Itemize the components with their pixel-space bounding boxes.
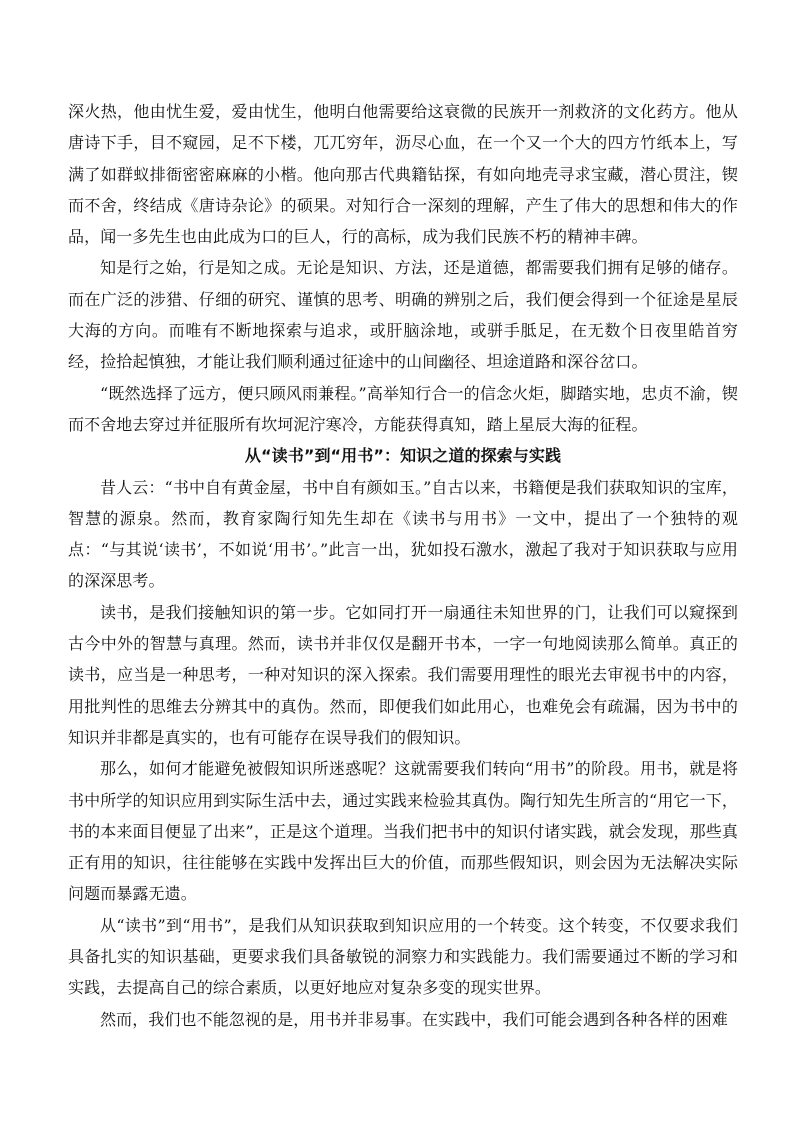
body-paragraph: 昔人云：“书中自有黄金屋，书中自有颜如玉。”自古以来，书籍便是我们获取知识的宝库，智慧的源泉。然而，教育家陶行知先生却在《读书与用书》一文中，提出了一个独特的观点：“与其说‘读书’，不如说‘用书’。”此言一出，犹如投石激水，激起了我对于知识获取与应用的深深思考。 bbox=[68, 477, 738, 591]
body-paragraph: 知是行之始，行是知之成。无论是知识、方法，还是道德，都需要我们拥有足够的储存。而在广泛的涉猎、仔细的研究、谨慎的思考、明确的辨别之后，我们便会得到一个征途是星辰大海的方向。而唯有不断地探索与追求，或肝脑涂地，或骈手胝足，在无数个日夜里皓首穷经，捡拾起慎独，才能让我们顺利通过征途中的山间幽径、坦途道路和深谷岔口。 bbox=[68, 258, 738, 372]
body-paragraph: 然而，我们也不能忽视的是，用书并非易事。在实践中，我们可能会遇到各种各样的困难 bbox=[100, 1009, 728, 1029]
body-paragraph: 读书，是我们接触知识的第一步。它如同打开一扇通往未知世界的门，让我们可以窥探到古今中外的智慧与真理。然而，读书并非仅仅是翻开书本，一字一句地阅读那么简单。真正的读书，应当是一种思考，一种对知识的深入探索。我们需要用理性的眼光去审视书中的内容，用批判性的思维去分辨其中的真伪。然而，即便我们如此用心，也难免会有疏漏，因为书中的知识并非都是真实的，也有可能存在误导我们的假知识。 bbox=[68, 602, 738, 747]
body-paragraph: 那么，如何才能避免被假知识所迷惑呢？这就需要我们转向“用书”的阶段。用书，就是将书中所学的知识应用到实际生活中去，通过实践来检验其真伪。陶行知先生所言的“用它一下，书的本来面目便显了出来”，正是这个道理。当我们把书中的知识付诸实践，就会发现，那些真正有用的知识，往往能够在实践中发挥出巨大的价值，而那些假知识，则会因为无法解决实际问题而暴露无遗。 bbox=[68, 759, 738, 904]
body-paragraph: “既然选择了远方，便只顾风雨兼程。”高举知行合一的信念火炬，脚踏实地，忠贞不渝，锲而不舍地去穿过并征服所有坎坷泥泞寒冷，方能获得真知，踏上星辰大海的征程。 bbox=[68, 383, 738, 434]
section-title: 从“读书”到“用书”：知识之道的探索与实践 bbox=[244, 446, 562, 466]
body-paragraph: 从“读书”到“用书”，是我们从知识获取到知识应用的一个转变。这个转变，不仅要求我们具备扎实的知识基础，更要求我们具备敏锐的洞察力和实践能力。我们需要通过不断的学习和实践，去提高自己的综合素质，以更好地应对复杂多变的现实世界。 bbox=[68, 915, 738, 998]
body-paragraph: 深火热，他由忧生爱，爱由忧生，他明白他需要给这衰微的民族开一剂救济的文化药方。他从唐诗下手，目不窥园，足不下楼，兀兀穷年，沥尽心血，在一个又一个大的四方竹纸本上，写满了如群蚁排衙密密麻麻的小楷。他向那古代典籍钻探，有如向地壳寻求宝藏，潜心贯注，锲而不舍，终结成《唐诗杂论》的硕果。对知行合一深刻的理解，产生了伟大的思想和伟大的作品，闻一多先生也由此成为口的巨人，行的高标，成为我们民族不朽的精神丰碑。 bbox=[68, 102, 738, 247]
